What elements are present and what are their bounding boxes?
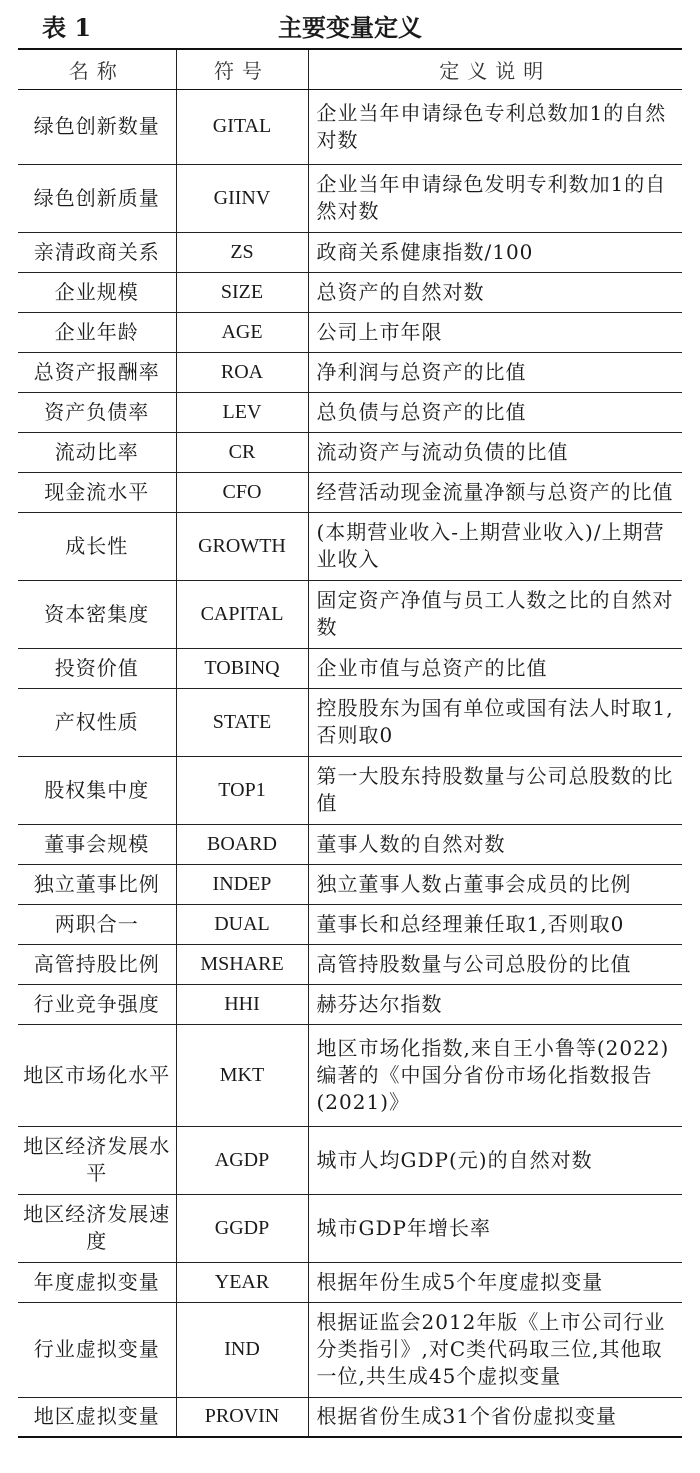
variable-symbol-cell: TOP1 [176, 756, 308, 824]
variable-name-cell: 独立董事比例 [18, 864, 176, 904]
variable-symbol-cell: CAPITAL [176, 580, 308, 648]
variable-symbol-cell: IND [176, 1302, 308, 1397]
variable-name-cell: 企业年龄 [18, 312, 176, 352]
table-row [18, 904, 682, 944]
variable-definition-cell: 董事长和总经理兼任取1,否则取0 [308, 904, 682, 944]
variable-definition-cell: 企业当年申请绿色发明专利数加1的自然对数 [308, 164, 682, 232]
variable-name-cell: 现金流水平 [18, 472, 176, 512]
variable-definition-cell: 城市人均GDP(元)的自然对数 [308, 1126, 682, 1194]
variable-name-cell: 绿色创新质量 [18, 164, 176, 232]
variable-definition-cell: 根据年份生成5个年度虚拟变量 [308, 1262, 682, 1302]
column-header-definition: 定义说明 [308, 49, 682, 89]
variable-definition-cell: 政商关系健康指数/100 [308, 232, 682, 272]
table-row [18, 89, 682, 164]
variable-name-cell: 两职合一 [18, 904, 176, 944]
table-row [18, 1194, 682, 1262]
table-row [18, 1397, 682, 1437]
variable-symbol-cell: INDEP [176, 864, 308, 904]
table-row [18, 1262, 682, 1302]
table-number: 表 1 [42, 13, 92, 42]
variable-name-cell: 资产负债率 [18, 392, 176, 432]
variable-definition-cell: 流动资产与流动负债的比值 [308, 432, 682, 472]
variable-symbol-cell: GITAL [176, 89, 308, 164]
variable-name-cell: 地区经济发展速度 [18, 1194, 176, 1262]
variable-symbol-cell: HHI [176, 984, 308, 1024]
table-header [18, 49, 682, 89]
table-title: 主要变量定义 [278, 13, 422, 42]
variable-name-cell: 企业规模 [18, 272, 176, 312]
variable-definition-cell: 高管持股数量与公司总股份的比值 [308, 944, 682, 984]
table-row [18, 756, 682, 824]
variable-symbol-cell: CFO [176, 472, 308, 512]
variable-name-cell: 产权性质 [18, 688, 176, 756]
variable-symbol-cell: AGE [176, 312, 308, 352]
variable-symbol-cell: MSHARE [176, 944, 308, 984]
table-row [18, 392, 682, 432]
variable-symbol-cell: PROVIN [176, 1397, 308, 1437]
variable-name-cell: 行业虚拟变量 [18, 1302, 176, 1397]
variable-symbol-cell: GIINV [176, 164, 308, 232]
variable-definition-cell: 公司上市年限 [308, 312, 682, 352]
variable-definition-cell: 净利润与总资产的比值 [308, 352, 682, 392]
variable-definition-cell: 根据证监会2012年版《上市公司行业分类指引》,对C类代码取三位,其他取一位,共生成45个虚拟变量 [308, 1302, 682, 1397]
variable-name-cell: 年度虚拟变量 [18, 1262, 176, 1302]
variable-symbol-cell: GGDP [176, 1194, 308, 1262]
table-row [18, 984, 682, 1024]
table-row [18, 232, 682, 272]
table-row [18, 824, 682, 864]
table-row [18, 472, 682, 512]
variable-symbol-cell: CR [176, 432, 308, 472]
variable-name-cell: 地区市场化水平 [18, 1024, 176, 1126]
variable-symbol-cell: STATE [176, 688, 308, 756]
variable-name-cell: 高管持股比例 [18, 944, 176, 984]
variable-symbol-cell: MKT [176, 1024, 308, 1126]
variable-symbol-cell: ROA [176, 352, 308, 392]
variable-definition-cell: 经营活动现金流量净额与总资产的比值 [308, 472, 682, 512]
variable-symbol-cell: SIZE [176, 272, 308, 312]
variable-symbol-cell: BOARD [176, 824, 308, 864]
variable-symbol-cell: ZS [176, 232, 308, 272]
variable-name-cell: 行业竞争强度 [18, 984, 176, 1024]
variable-name-cell: 地区虚拟变量 [18, 1397, 176, 1437]
table-body [18, 89, 682, 1437]
table-row [18, 312, 682, 352]
variable-definition-cell: 控股股东为国有单位或国有法人时取1,否则取0 [308, 688, 682, 756]
variable-symbol-cell: DUAL [176, 904, 308, 944]
variable-symbol-cell: GROWTH [176, 512, 308, 580]
table-row [18, 352, 682, 392]
column-header-symbol: 符号 [176, 49, 308, 89]
variable-definition-cell: 第一大股东持股数量与公司总股数的比值 [308, 756, 682, 824]
variable-name-cell: 投资价值 [18, 648, 176, 688]
variable-definitions-table [18, 48, 682, 1438]
table-row [18, 944, 682, 984]
variable-definition-cell: 总负债与总资产的比值 [308, 392, 682, 432]
variable-definition-cell: 城市GDP年增长率 [308, 1194, 682, 1262]
variable-definition-cell: 企业市值与总资产的比值 [308, 648, 682, 688]
variable-definition-cell: 董事人数的自然对数 [308, 824, 682, 864]
variable-symbol-cell: AGDP [176, 1126, 308, 1194]
variable-name-cell: 亲清政商关系 [18, 232, 176, 272]
variable-name-cell: 股权集中度 [18, 756, 176, 824]
table-row [18, 432, 682, 472]
variable-definition-cell: 总资产的自然对数 [308, 272, 682, 312]
variable-definition-cell: 地区市场化指数,来自王小鲁等(2022)编著的《中国分省份市场化指数报告(2021)》 [308, 1024, 682, 1126]
table-row [18, 864, 682, 904]
column-header-name: 名称 [18, 49, 176, 89]
variable-name-cell: 董事会规模 [18, 824, 176, 864]
variable-name-cell: 成长性 [18, 512, 176, 580]
variable-definition-cell: 赫芬达尔指数 [308, 984, 682, 1024]
variable-symbol-cell: TOBINQ [176, 648, 308, 688]
table-row [18, 1126, 682, 1194]
variable-name-cell: 流动比率 [18, 432, 176, 472]
variable-name-cell: 地区经济发展水平 [18, 1126, 176, 1194]
variable-definition-cell: 根据省份生成31个省份虚拟变量 [308, 1397, 682, 1437]
variable-symbol-cell: YEAR [176, 1262, 308, 1302]
table-caption [0, 0, 700, 46]
table-row [18, 272, 682, 312]
table-row [18, 580, 682, 648]
table-row [18, 1302, 682, 1397]
table-row [18, 512, 682, 580]
table-row [18, 648, 682, 688]
variable-symbol-cell: LEV [176, 392, 308, 432]
variable-definition-cell: 固定资产净值与员工人数之比的自然对数 [308, 580, 682, 648]
header-row [18, 49, 682, 89]
variable-name-cell: 绿色创新数量 [18, 89, 176, 164]
table-row [18, 164, 682, 232]
variable-definition-cell: (本期营业收入-上期营业收入)/上期营业收入 [308, 512, 682, 580]
variable-name-cell: 资本密集度 [18, 580, 176, 648]
table-row [18, 1024, 682, 1126]
variable-definition-cell: 独立董事人数占董事会成员的比例 [308, 864, 682, 904]
table-row [18, 688, 682, 756]
variable-name-cell: 总资产报酬率 [18, 352, 176, 392]
variable-definition-cell: 企业当年申请绿色专利总数加1的自然对数 [308, 89, 682, 164]
